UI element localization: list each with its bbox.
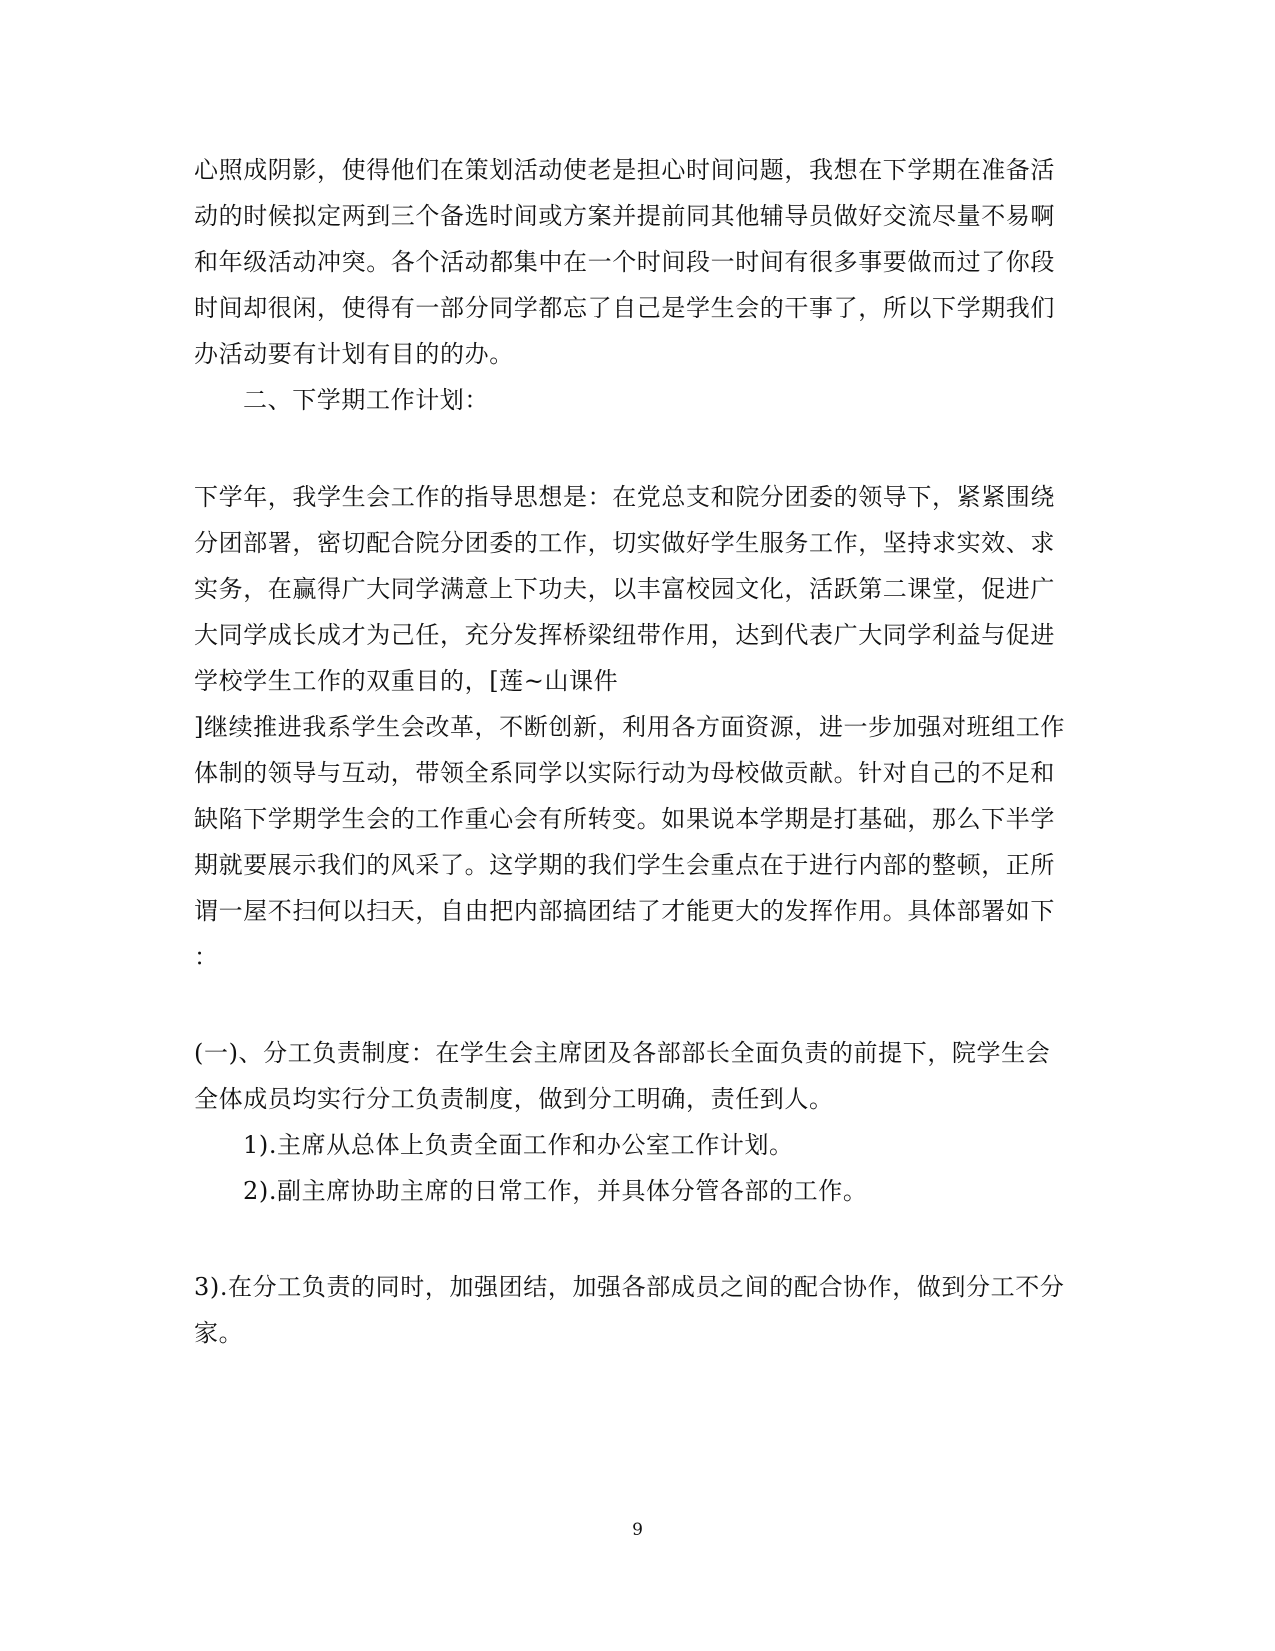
body-text-line: 期就要展示我们的风采了。这学期的我们学生会重点在于进行内部的整顿，正所 [194, 851, 1055, 879]
body-text-line: 家。 [194, 1319, 244, 1347]
body-text-line: ： [194, 943, 219, 971]
body-text-line: 和年级活动冲突。各个活动都集中在一个时间段一时间有很多事要做而过了你段 [194, 248, 1055, 276]
list-item: 1).主席从总体上负责全面工作和办公室工作计划。 [243, 1131, 794, 1159]
body-text-line: 大同学成长成才为己任，充分发挥桥梁纽带作用，达到代表广大同学利益与促进 [194, 621, 1055, 649]
body-text-line: 谓一屋不扫何以扫天，自由把内部搞团结了才能更大的发挥作用。具体部署如下 [194, 897, 1055, 925]
body-text-line: 动的时候拟定两到三个备选时间或方案并提前同其他辅导员做好交流尽量不易啊 [194, 202, 1055, 230]
body-text-line: 办活动要有计划有目的的办。 [194, 340, 514, 368]
body-text-line: 心照成阴影，使得他们在策划活动使老是担心时间问题，我想在下学期在准备活 [194, 156, 1055, 184]
body-text-line: 下学年，我学生会工作的指导思想是：在党总支和院分团委的领导下，紧紧围绕 [194, 483, 1055, 511]
body-text-line: ]继续推进我系学生会改革，不断创新，利用各方面资源，进一步加强对班组工作 [194, 713, 1065, 741]
body-text-line: 体制的领导与互动，带领全系同学以实际行动为母校做贡献。针对自己的不足和 [194, 759, 1055, 787]
body-text-line: 学校学生工作的双重目的，[莲~山课件 [194, 667, 619, 695]
body-text-line: 实务，在赢得广大同学满意上下功夫，以丰富校园文化，活跃第二课堂，促进广 [194, 575, 1055, 603]
section-heading: 二、下学期工作计划： [243, 386, 489, 414]
page-number: 9 [632, 1520, 643, 1540]
body-text-line: 缺陷下学期学生会的工作重心会有所转变。如果说本学期是打基础，那么下半学 [194, 805, 1055, 833]
body-text-line: 时间却很闲，使得有一部分同学都忘了自己是学生会的干事了，所以下学期我们 [194, 294, 1055, 322]
body-text-line: 分团部署，密切配合院分团委的工作，切实做好学生服务工作，坚持求实效、求 [194, 529, 1055, 557]
body-text-line: 全体成员均实行分工负责制度，做到分工明确，责任到人。 [194, 1085, 834, 1113]
list-item: 3).在分工负责的同时，加强团结，加强各部成员之间的配合协作，做到分工不分 [194, 1273, 1065, 1301]
list-item: 2).副主席协助主席的日常工作，并具体分管各部的工作。 [243, 1177, 868, 1205]
subsection-line: (一)、分工负责制度：在学生会主席团及各部部长全面负责的前提下，院学生会 [194, 1039, 1051, 1067]
